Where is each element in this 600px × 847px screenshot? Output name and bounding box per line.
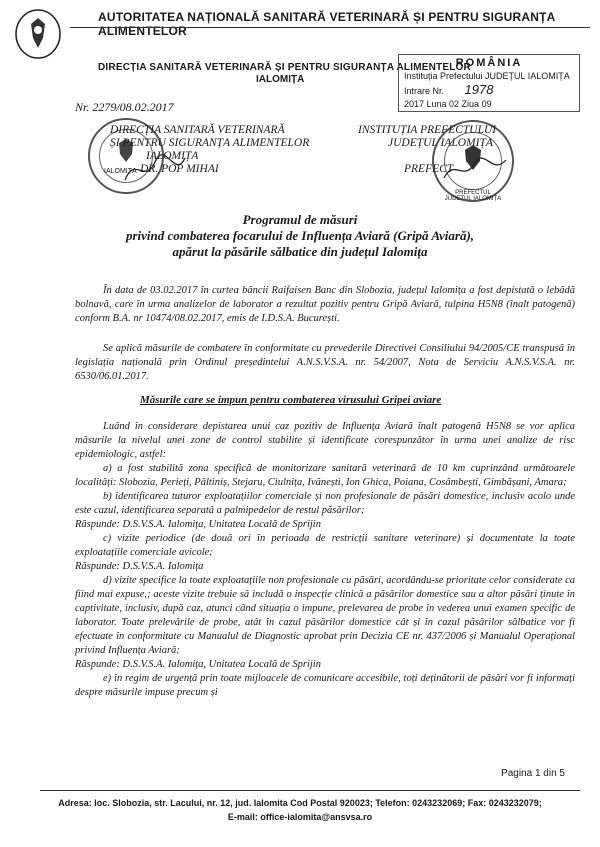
paragraph-intro — [75, 284, 575, 326]
stamp-entry-number: 1978 — [464, 82, 494, 97]
responsible-c: Răspunde: D.S.V.S.A. Ialomița — [75, 561, 204, 572]
directorate-county: IALOMIȚA — [256, 74, 305, 85]
title-line3: apărut la păsările sălbatice din județul Ialomița — [172, 244, 428, 259]
registration-stamp — [398, 54, 580, 112]
measures-list — [75, 420, 575, 700]
measure-e: e) în regim de urgență prin toate mijloacele de comunicare accesibile, toți deținătorii de păsări vor fi informați despre măsurile impuse precum și — [75, 673, 575, 698]
measure-a: a) a fost stabilită zona specifică de monitorizare sanitară veterinară de 10 km cuprinzând următoarele localități: Slobozia, Perieți, Păltiniș, Stejaru, Ciulnița, Ivănești, Ion Ghica, Poiana, Cosâmbești, Gimbășani, Amara; — [75, 463, 575, 488]
dsvsa-line1: DIRECȚIA SANITARĂ VETERINARĂ — [110, 124, 285, 136]
prefecture-stamp-text: PREFECTUL JUDEȚUL IALOMIȚA — [444, 190, 502, 202]
ansvsa-seal — [14, 8, 62, 60]
stamp-entry-label: Intrare Nr. — [404, 86, 445, 96]
prefecture-line1: INSTITUȚIA PREFECTULUI — [358, 124, 497, 136]
paragraph-3: Luând în considerare depistarea unui caz pozitiv de Influența Aviară înalt patogenă H5N8 se vor aplica măsurile la nivelul unei zone de control stabilite și identificate corespunzător în urma unei analize de risc epidemiologic, astfel: — [75, 421, 575, 460]
document-title — [0, 212, 600, 260]
paragraph-legal-basis — [75, 342, 575, 384]
dsvsa-signature — [120, 150, 190, 190]
stamp-country: ROMÂNIA — [455, 57, 523, 69]
prefect-signature — [440, 150, 510, 190]
footer-divider — [40, 790, 580, 791]
section-subheading: Măsurile care se impun pentru combaterea virusului Gripei aviare — [140, 394, 442, 406]
stamp-date: 2017 Luna 02 Ziua 09 — [404, 99, 492, 109]
measure-d: d) vizite specifice la toate exploatațiile non profesionale cu păsări, acordându-se prioritate celor considerate ca fiind mai expuse,; aceste vizite trebuie să includă o inspecție clinică a păsărilor domestice sau a altor păsări ținute în captivitate, inclusiv, după caz, atunci când situația o impune, prelevarea de probe în vederea unui examen specific de laborator. Toate prelevările de probe, atât în cazul păsărilor domestice cât și în cazul păsărilor sălbatice vor fi efectuate în conformitate cu Manualul de Diagnostic aprobat prin Decizia CE nr. 437/2006 și Manualul Operațional privind Influența Aviară; — [75, 575, 575, 656]
measure-b: b) identificarea tuturor exploatațiilor comerciale și non profesionale de păsări domestice, inclusiv acolo unde este cazul, identificarea separată a palmipedelor de restul păsărilor; — [75, 491, 575, 516]
paragraph-1: În data de 03.02.2017 în curtea băncii Raifaisen Banc din Slobozia, județul Ialomița a fost depistată o lebădă bolnavă, care în urma analizelor de laborator a rezultat pozitiv pentru Gripă Aviară, tulpina H5N8 (înalt patogenă) conform B.A. nr 10474/08.02.2017, emis de I.D.S.A. București. — [75, 285, 575, 324]
footer-email: E-mail: office-ialomita@ansvsa.ro — [227, 812, 373, 822]
dsvsa-line4: DR. POP MIHAI — [140, 163, 219, 175]
title-line2: privind combaterea focarului de Influența Aviară (Gripă Aviară), — [125, 228, 475, 243]
measure-c: c) vizite periodice (de două ori în perioada de restricții sanitare veterinare) și documentate la toate exploatațiile comerciale avicole; — [75, 533, 575, 558]
reference-number: Nr. 2279/08.02.2017 — [75, 100, 174, 114]
dsvsa-line3: IALOMIȚA — [146, 150, 199, 162]
prefecture-line3: PREFECT — [404, 163, 454, 175]
page-number: Pagina 1 din 5 — [501, 768, 565, 779]
dsvsa-stamp-text: IALOMIȚA — [104, 168, 137, 175]
dsvsa-line2: ȘI PENTRU SIGURANȚA ALIMENTELOR — [110, 137, 310, 149]
paragraph-2: Se aplică măsurile de combatere în conformitate cu prevederile Directivei Consiliului 94/2005/CE transpusă în legislația națională prin Ordinul președintelui A.N.S.V.S.A. nr. 54/2007, Nota de Serviciu A.N.S.V.S.A. nr. 6530/06.01.2017. — [75, 343, 575, 382]
stamp-institution: Instituția Prefectului JUDEȚUL IALOMIȚA — [404, 71, 570, 81]
responsible-d: Răspunde: D.S.V.S.A. Ialomița, Unitatea Locală de Sprijin — [75, 659, 321, 670]
responsible-b: Răspunde: D.S.V.S.A. Ialomița, Unitatea Locală de Sprijin — [75, 519, 321, 530]
prefecture-line2: JUDEȚUL IALOMIȚA — [388, 137, 493, 149]
agency-name: AUTORITATEA NAȚIONALĂ SANITARĂ VETERINARĂ ȘI PENTRU SIGURANȚA ALIMENTELOR — [98, 10, 556, 38]
title-line1: Programul de măsuri — [242, 212, 358, 227]
header-divider — [70, 27, 590, 28]
directorate-name: DIRECȚIA SANITARĂ VETERINARĂ ȘI PENTRU SIGURANȚA ALIMENTELOR — [98, 62, 471, 73]
footer-address: Adresa: loc. Slobozia, str. Lacului, nr. 12, jud. Ialomita Cod Postal 920023; Telefon: 0243232069; Fax: 0243232079; — [58, 798, 542, 808]
